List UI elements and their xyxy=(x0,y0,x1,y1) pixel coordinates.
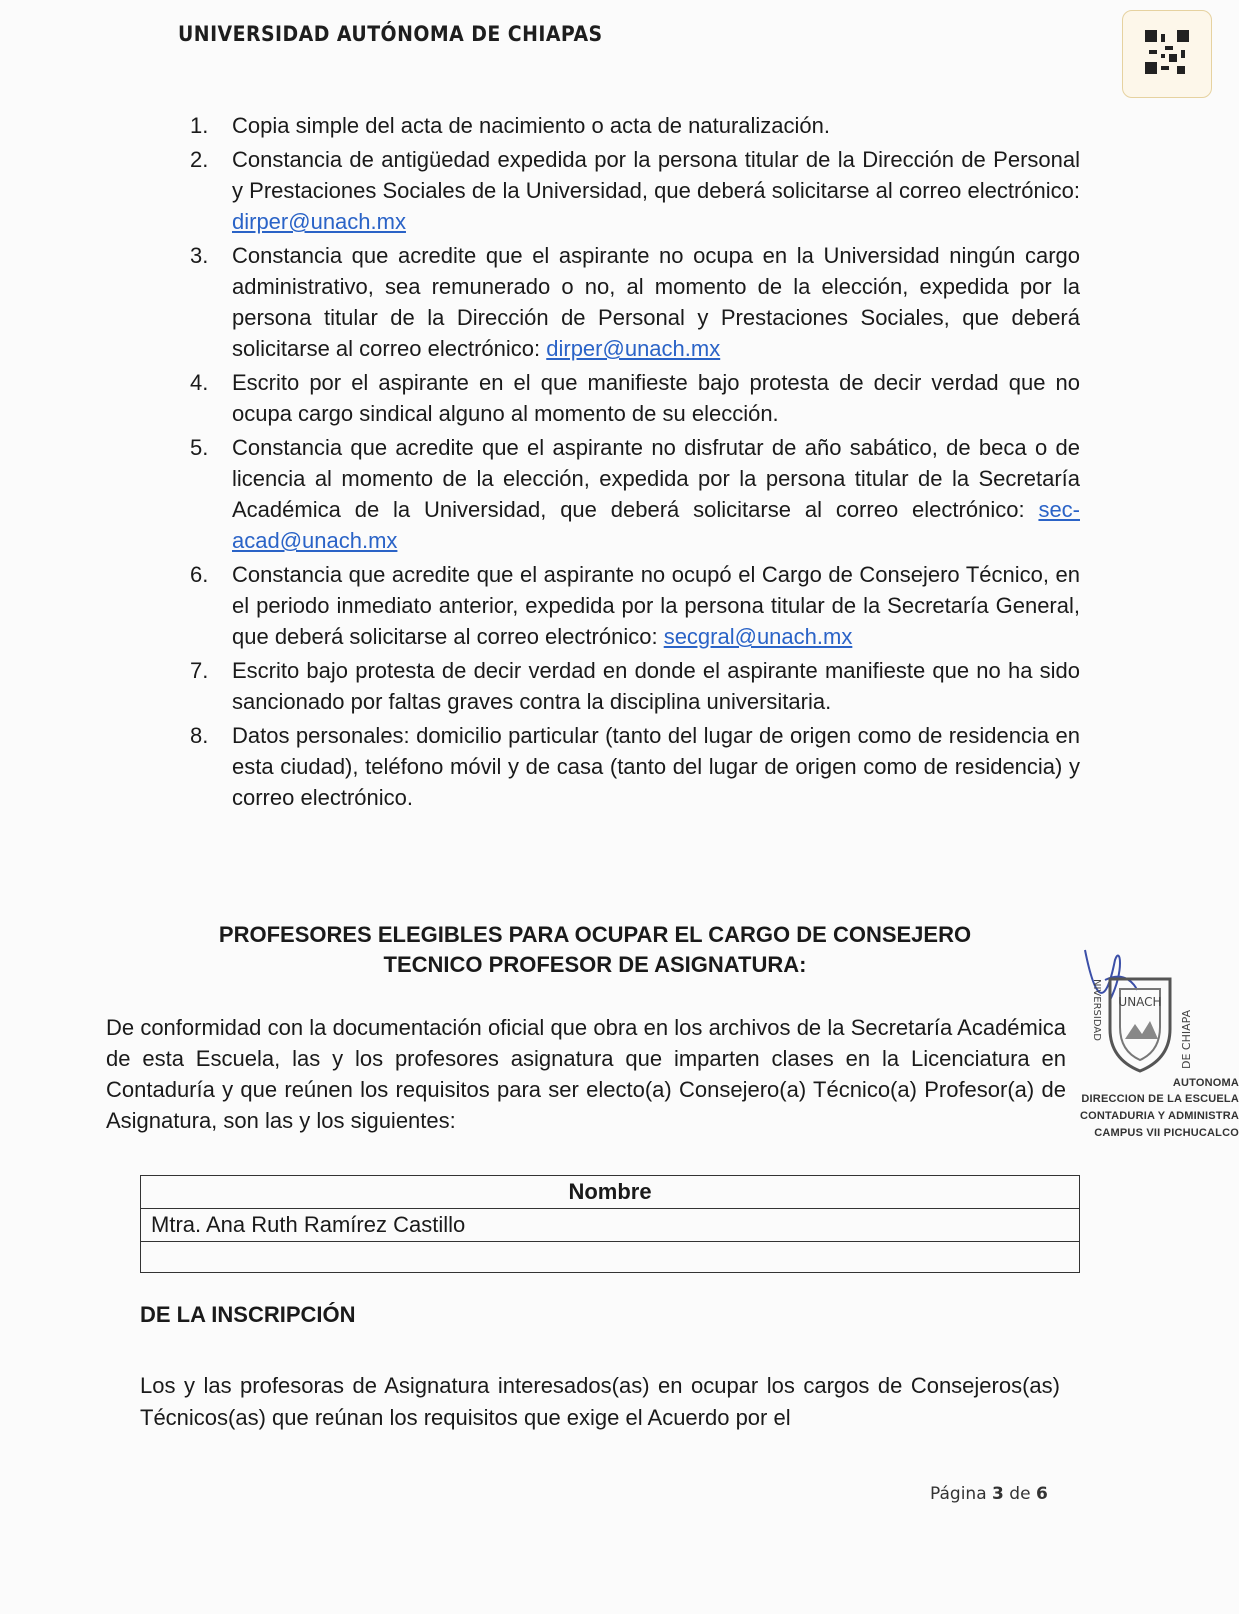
list-item: 4. Escrito por el aspirante en el que manifieste bajo protesta de decir verdad que no ocupa cargo sindical alguno al momento de su elección. xyxy=(190,370,1080,426)
page-number: Página 3 de 6 xyxy=(930,1484,1048,1504)
list-item: 5. Constancia que acredite que el aspirante no disfrutar de año sabático, de beca o de licencia al momento de la elección, expedida por la persona titular de la Secretaría Académica de la Universidad, que deberá solicitarse al correo electrónico: sec-acad@unach.mx xyxy=(190,435,1080,553)
list-item: 8. Datos personales: domicilio particular (tanto del lugar de origen como de residencia en esta ciudad), teléfono móvil y de casa (tanto del lugar de origen como de residencia) y correo electrónico. xyxy=(190,723,1080,810)
list-item: 1. Copia simple del acta de nacimiento o acta de naturalización. xyxy=(190,113,831,138)
inscription-title: DE LA INSCRIPCIÓN xyxy=(140,1302,356,1327)
email-link[interactable]: dirper@unach.mx xyxy=(232,209,406,234)
seal-right-text: DE CHIAPA xyxy=(1180,1009,1193,1069)
seal-left-text: NIVERSIDAD xyxy=(1091,979,1102,1041)
email-link[interactable]: sec-acad@unach.mx xyxy=(232,497,1080,553)
table-header: Nombre xyxy=(141,1176,1080,1209)
inscription-paragraph: Los y las profesoras de Asignatura interesados(as) en ocupar los cargos de Consejeros(as) Técnicos(as) que reúnan los requisitos que exige el Acuerdo por el xyxy=(140,1373,1060,1430)
qr-code-icon xyxy=(1145,29,1189,75)
list-item: 2. Constancia de antigüedad expedida por la persona titular de la Dirección de Personal y Prestaciones Sociales de la Universidad, que deberá solicitarse al correo electrónico: dirper@unach.mx xyxy=(190,147,1080,234)
table-row xyxy=(141,1242,1080,1273)
intro-paragraph: De conformidad con la documentación oficial que obra en los archivos de la Secretaría Académica de esta Escuela, las y los profesores asignatura que imparten clases en la Licenciatura en Contaduría y que reúnen los requisitos para ser electo(a) Consejero(a) Técnico(a) Profesor(a) de Asignatura, son las y los siguientes: xyxy=(106,1015,1066,1133)
seal-icon xyxy=(1080,959,1200,1079)
official-stamp: UNACH NIVERSIDAD DE CHIAPA AUTONOMA DIRECCION DE LA ESCUELA CONTADURIA Y ADMINISTRA CAMPUS VII PICHUCALCO xyxy=(1030,955,1239,1145)
list-item: 3. Constancia que acredite que el aspirante no ocupa en la Universidad ningún cargo administrativo, sea remunerado o no, al momento de la elección, expedida por la persona titular de la Dirección de Personal y Prestaciones Sociales, que deberá solicitarse al correo electrónico: dirper@unach.mx xyxy=(190,243,1080,361)
email-link[interactable]: secgral@unach.mx xyxy=(663,624,853,649)
email-link[interactable]: dirper@unach.mx xyxy=(546,336,721,361)
eligible-professors-table xyxy=(140,1175,1080,1273)
table-row: Mtra. Ana Ruth Ramírez Castillo xyxy=(141,1209,1080,1242)
list-item: 7. Escrito bajo protesta de decir verdad en donde el aspirante manifieste que no ha sido sancionado por faltas graves contra la disciplina universitaria. xyxy=(190,658,1080,714)
requirements-list xyxy=(190,110,1080,816)
qr-code xyxy=(1122,10,1212,98)
list-item: 6. Constancia que acredite que el aspirante no ocupó el Cargo de Consejero Técnico, en el periodo inmediato anterior, expedida por la persona titular de la Secretaría General, que deberá solicitarse al correo electrónico: secgral@unach.mx xyxy=(190,562,1080,649)
section-title: PROFESORES ELEGIBLES PARA OCUPAR EL CARGO DE CONSEJERO TECNICO PROFESOR DE ASIGNATURA: xyxy=(218,922,972,977)
seal-center-text: UNACH xyxy=(1118,995,1162,1009)
institution-title: UNIVERSIDAD AUTÓNOMA DE CHIAPAS xyxy=(178,22,603,46)
